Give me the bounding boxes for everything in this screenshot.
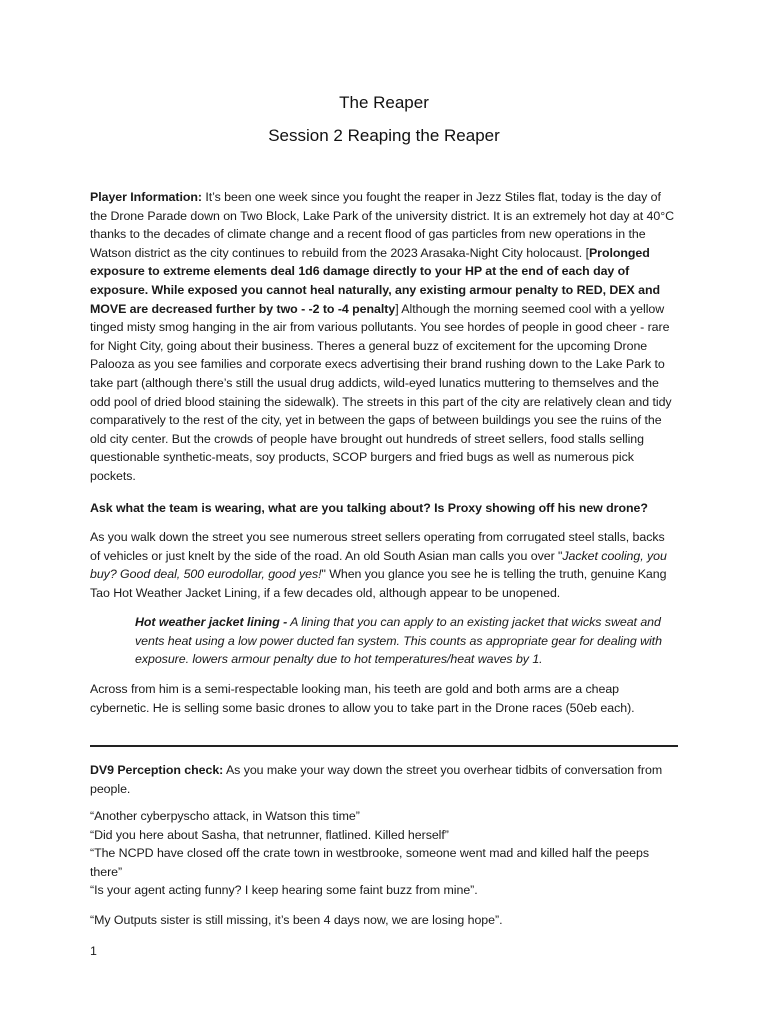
document-title: The Reaper [339, 93, 429, 112]
vendor-quote: Jacket cooling, you buy? Good deal, 500 eurodollar, good yes! [90, 548, 667, 582]
ask-prompt-text: Ask what the team is wearing, what are you talking about? Is Proxy showing off his new drone? [90, 501, 648, 515]
overheard-quote: “The NCPD have closed off the crate town in westbrooke, someone went mad and killed half the peeps there” [90, 846, 649, 879]
perception-check-label: DV9 Perception check: [90, 763, 224, 777]
jacket-lining-item [135, 613, 681, 669]
player-information-intro: It’s been one week since you fought the reaper in Jezz Stiles flat, today is the day of the Drone Parade down on Two Block, Lake Park of the university district. It is an extremely hot day at 40°C thanks to the decades of climate change and a recent flood of gas particles from new operations in the Watson district as the city continues to rebuild from the 2023 Arasaka-Night City holocaust. [ [90, 190, 675, 260]
gm-prompt [90, 499, 678, 518]
walk-text-after: " When you glance you see he is telling the truth, genuine Kang Tao Hot Weather Jacket Lining, if a few decades old, although appear to be unopened. [90, 567, 667, 600]
player-information-continuation: ] Although the morning seemed cool with a yellow tinged misty smog hanging in the air from various pollutants. You see hordes of people in good cheer - rare for Night City, going about their business. Theres a general buzz of excitement for the upcoming Drone Palooza as you see families and corporate execs advertising their brand rushing down to the Lake Park to take part (although there’s still the usual drug addicts, wild-eyed lunatics muttering to themselves and the odd pool of dried blood staining the sidewalk). The streets in this part of the city are relatively clean and tidy comparatively to the rest of the city, yet in between the gaps of between buildings you see the ruins of the old city center. But the crowds of people have brought out hundreds of street sellers, food stalls selling questionable synthetic-meats, soy products, SCOP burgers and fried bugs as well as numerous pick pockets. [90, 301, 672, 483]
missing-sister-quote [90, 911, 678, 930]
drone-seller-text: Across from him is a semi-respectable looking man, his teeth are gold and both arms are a cheap cybernetic. He is selling some basic drones to allow you to take part in the Drone races (50eb each). [90, 682, 635, 715]
document-subtitle: Session 2 Reaping the Reaper [268, 126, 500, 145]
overheard-quotes [90, 807, 678, 900]
player-information-paragraph [90, 188, 678, 486]
drone-seller-paragraph [90, 680, 678, 717]
section-divider [90, 745, 678, 747]
perception-check-paragraph [90, 761, 678, 798]
player-information-label: Player Information: [90, 190, 202, 204]
walk-text-before: As you walk down the street you see numerous street sellers operating from corrugated steel stalls, backs of vehicles or just knelt by the side of the road. An old South Asian man calls you over " [90, 530, 665, 563]
exposure-rule-text: Prolonged exposure to extreme elements deal 1d6 damage directly to your HP at the end of each day of exposure. While exposed you cannot heal naturally, any existing armour penalty to RED, DEX and MOVE are decreased further by two - -2 to -4 penalty [90, 245, 660, 316]
page-number: 1 [90, 944, 97, 958]
street-sellers-paragraph [90, 528, 678, 602]
overheard-quote: “Another cyberpyscho attack, in Watson this time” [90, 809, 360, 823]
jacket-lining-name: Hot weather jacket lining - [135, 615, 288, 629]
jacket-lining-description: A lining that you can apply to an existing jacket that wicks sweat and vents heat using a low power ducted fan system. This counts as appropriate gear for dealing with exposure. lowers armour penalty due to hot temperatures/heat waves by 1. [135, 615, 662, 667]
perception-check-text: As you make your way down the street you overhear tidbits of conversation from people. [90, 763, 663, 796]
last-quote-text: “My Outputs sister is still missing, it’s been 4 days now, we are losing hope”. [90, 913, 503, 927]
overheard-quote: “Is your agent acting funny? I keep hearing some faint buzz from mine”. [90, 883, 478, 898]
overheard-quote: “Did you here about Sasha, that netrunner, flatlined. Killed herself” [90, 827, 449, 842]
